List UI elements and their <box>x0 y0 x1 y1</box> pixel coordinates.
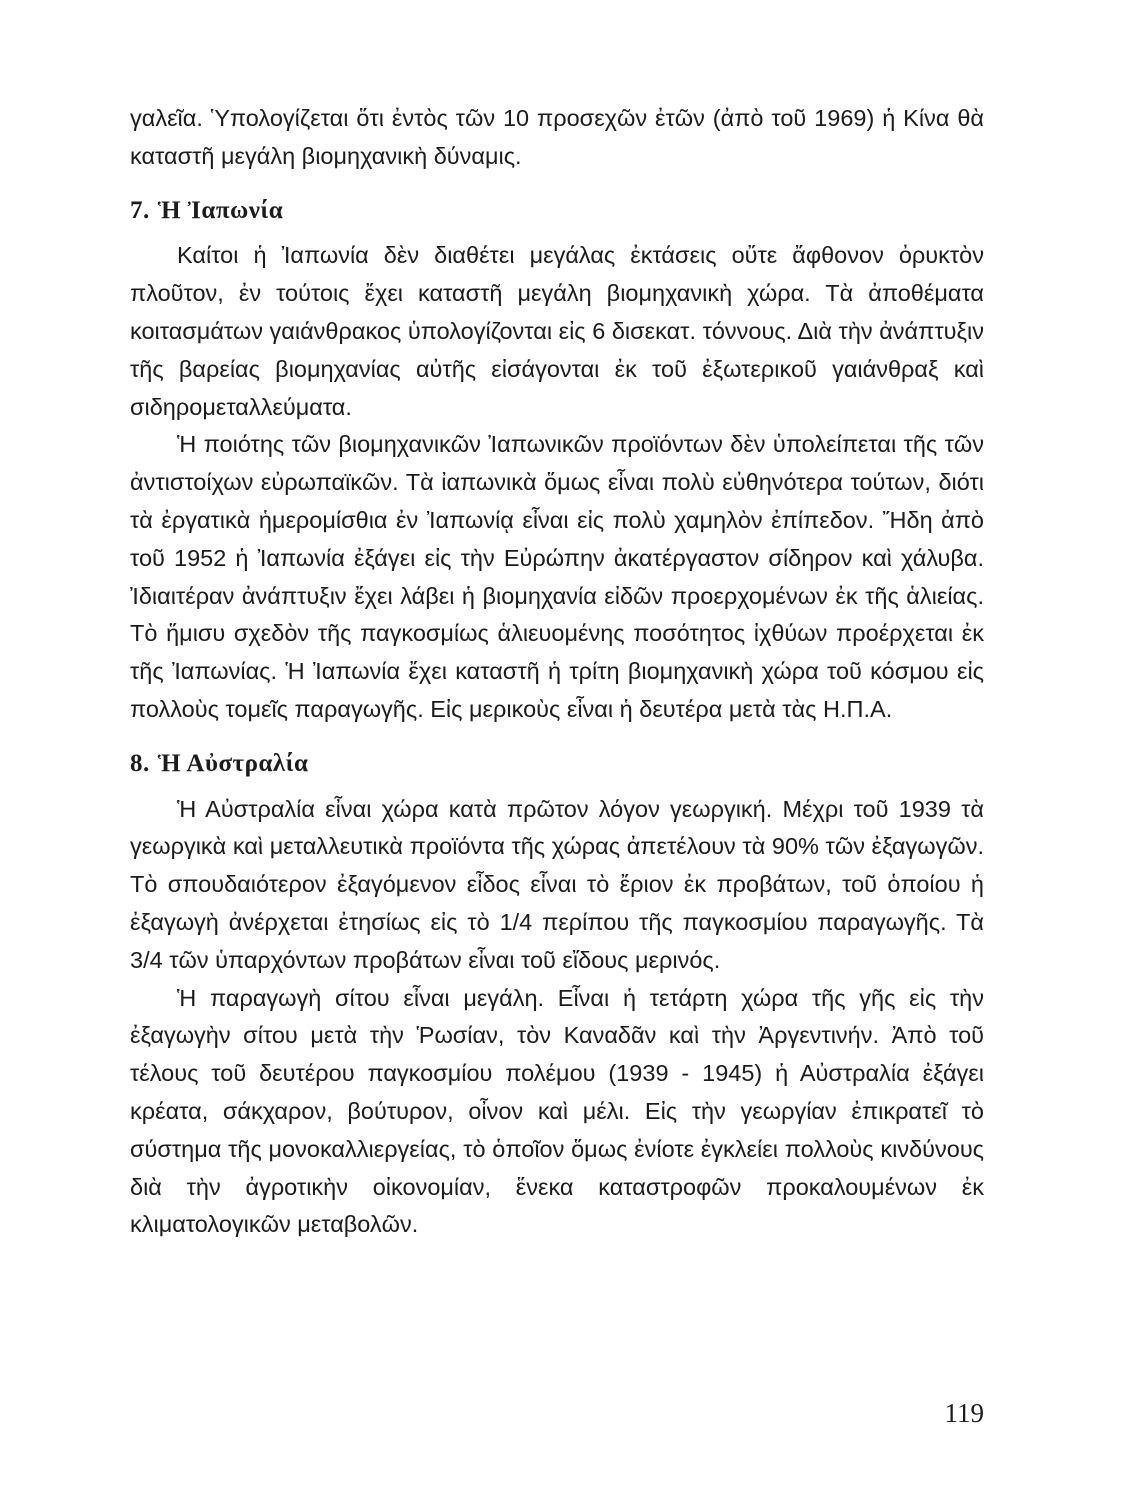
section-7-title: Ἡ Ἰαπωνία <box>157 196 284 224</box>
intro-paragraph: γαλεῖα. Ὑπολογίζεται ὅτι ἐντὸς τῶν 10 προσεχῶν ἐτῶν (ἀπὸ τοῦ 1969) ἡ Κίνα θὰ καταστῆ μεγάλη βιομηχανικὴ δύναμις. <box>130 105 984 169</box>
section-8-title: Ἡ Αὐστραλία <box>157 749 309 777</box>
page-body <box>130 100 984 1244</box>
section-7-paragraph-1: Καίτοι ἡ Ἰαπωνία δὲν διαθέτει μεγάλας ἐκτάσεις οὔτε ἄφθονον ὀρυκτὸν πλοῦτον, ἐν τούτοις ἔχει καταστῆ μεγάλη βιομηχανικὴ χώρα. Τὰ ἀποθέματα κοιτασμάτων γαιάνθρακος ὑπολογίζονται εἰς 6 δισεκατ. τόννους. Διὰ τὴν ἀνάπτυξιν τῆς βαρείας βιομηχανίας αὐτῆς εἰσάγονται ἐκ τοῦ ἐξωτερικοῦ γαιάνθραξ καὶ σιδηρομεταλλεύματα. <box>130 242 984 420</box>
section-8-heading <box>130 745 984 783</box>
section-7-number: 7. <box>130 196 150 224</box>
section-8-number: 8. <box>130 749 150 777</box>
section-7-paragraph-2: Ἡ ποιότης τῶν βιομηχανικῶν Ἰαπωνικῶν προϊόντων δὲν ὑπολείπεται τῆς τῶν ἀντιστοίχων εὐρωπαϊκῶν. Τὰ ἰαπωνικὰ ὅμως εἶναι πολὺ εὐθηνότερα τούτων, διότι τὰ ἐργατικὰ ἡμερομίσθια ἐν Ἰαπωνίᾳ εἶναι εἰς πολὺ χαμηλὸν ἐπίπεδον. Ἤδη ἀπὸ τοῦ 1952 ἡ Ἰαπωνία ἐξάγει εἰς τὴν Εὐρώπην ἀκατέργαστον σίδηρον καὶ χάλυβα. Ἰδιαιτέραν ἀνάπτυξιν ἔχει λάβει ἡ βιομηχανία εἰδῶν προερχομένων ἐκ τῆς ἁλιείας. Τὸ ἥμισυ σχεδὸν τῆς παγκοσμίως ἁλιευομένης ποσότητος ἰχθύων προέρχεται ἐκ τῆς Ἰαπωνίας. Ἡ Ἰαπωνία ἔχει καταστῆ ἡ τρίτη βιομηχανικὴ χώρα τοῦ κόσμου εἰς πολλοὺς τομεῖς παραγωγῆς. Εἰς μερικοὺς εἶναι ἡ δευτέρα μετὰ τὰς Η.Π.Α. <box>130 431 984 722</box>
section-7-heading <box>130 192 984 230</box>
section-8-paragraph-2: Ἡ παραγωγὴ σίτου εἶναι μεγάλη. Εἶναι ἡ τετάρτη χώρα τῆς γῆς εἰς τὴν ἐξαγωγὴν σίτου μετὰ τὴν Ῥωσίαν, τὸν Καναδᾶν καὶ τὴν Ἀργεντινήν. Ἀπὸ τοῦ τέλους τοῦ δευτέρου παγκοσμίου πολέμου (1939 - 1945) ἡ Αὐστραλία ἐξάγει κρέατα, σάκχαρον, βούτυρον, οἶνον καὶ μέλι. Εἰς τὴν γεωργίαν ἐπικρατεῖ τὸ σύστημα τῆς μονοκαλλιεργείας, τὸ ὁποῖον ὅμως ἐνίοτε ἐγκλείει πολλοὺς κινδύνους διὰ τὴν ἀγροτικὴν οἰκονομίαν, ἕνεκα καταστροφῶν προκαλουμένων ἐκ κλιματολογικῶν μεταβολῶν. <box>130 984 984 1238</box>
section-8-paragraph-1: Ἡ Αὐστραλία εἶναι χώρα κατὰ πρῶτον λόγον γεωργική. Μέχρι τοῦ 1939 τὰ γεωργικὰ καὶ μεταλλευτικὰ προϊόντα τῆς χώρας ἀπετέλουν τὰ 90% τῶν ἐξαγωγῶν. Τὸ σπουδαιότερον ἐξαγόμενον εἶδος εἶναι τὸ ἔριον ἐκ προβάτων, τοῦ ὁποίου ἡ ἐξαγωγὴ ἀνέρχεται ἐτησίως εἰς τὸ 1/4 περίπου τῆς παγκοσμίου παραγωγῆς. Τὰ 3/4 τῶν ὑπαρχόντων προβάτων εἶναι τοῦ εἴδους μερινός. <box>130 795 984 973</box>
page-number: 119 <box>944 1398 984 1428</box>
